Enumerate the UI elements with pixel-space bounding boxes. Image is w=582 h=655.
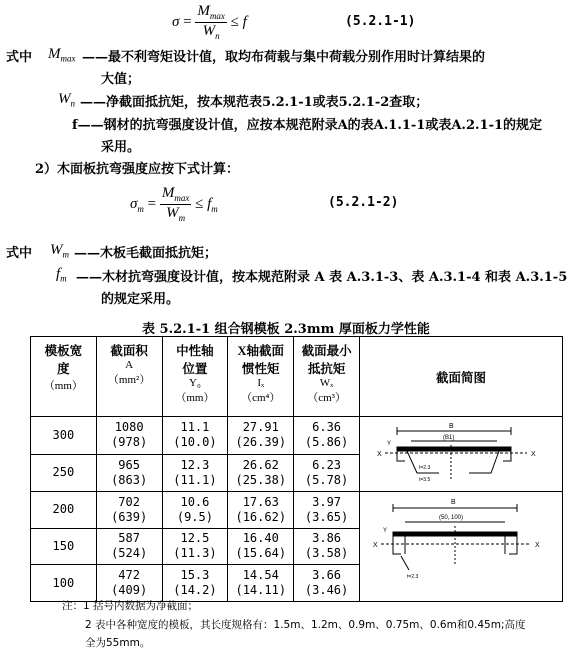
table-row: 100 472 (409) 15.3 (14.2) 14.54 (14.11) 3.66 (3.46)	[31, 565, 563, 602]
def5-line2: 的规定采用。	[101, 292, 180, 307]
table-row: 250 965 (863) 12.3 (11.1) 26.62 (25.38) 6.23 (5.78)	[31, 454, 563, 492]
sketch1-t: t=2.3	[418, 465, 431, 471]
section-sketch-1-svg	[361, 417, 561, 487]
panel-face	[397, 447, 511, 451]
header-width: 模板宽 度 （mm）	[31, 337, 97, 417]
def1-line1: ——最不利弯矩设计值，取均布荷载与集中荷载分别作用时计算结果的	[82, 50, 486, 65]
item-2-heading: 2）木面板抗弯强度应按下式计算：	[35, 162, 240, 177]
def4-symbol: $W_m$	[50, 242, 69, 260]
def4-intro: 式中	[6, 246, 33, 261]
table-row: 200 702 (639) 10.6 (9.5) 17.63 (16.62) 3.97 (3.65) B (50, 100) X X Y t=2.3	[31, 492, 563, 529]
def4-text: ——木板毛截面抵抗矩；	[74, 246, 218, 261]
note-2-cont: 全为55mm。	[85, 637, 151, 649]
def3-line1: f——钢材的抗弯强度设计值，应按本规范附录A的表A.1.1-1或表A.2.1-1的规定	[72, 118, 543, 133]
def3-line2: 采用。	[101, 140, 141, 155]
def5-line1: ——木材抗弯强度设计值，按本规范附录 A 表 A.3.1-3、表 A.3.1-4 和表 A.3.1-5	[76, 270, 568, 285]
eq2-fraction: $\frac{M_{max}}{W_m}$	[161, 185, 190, 223]
equation-1: σ = $\frac{M_{max}}{W_n}$ ≤ f	[172, 3, 247, 41]
sketch1-dim-top: B	[448, 423, 454, 430]
def1-symbol: $M_{max}$	[48, 46, 76, 64]
def1-line2: 大值；	[101, 72, 141, 87]
sketch2-x-right: X	[534, 542, 540, 549]
thickness-leader	[401, 556, 409, 570]
table-row: 150 587 (524) 12.5 (11.3) 16.40 (15.64) 3.86 (3.58)	[31, 528, 563, 565]
note-2: 2 表中各种宽度的模板，其长度规格有：1.5m、1.2m、0.9m、0.75m、0.6m和0.45m;高度	[85, 619, 526, 631]
header-area: 截面积 A （mm²）	[96, 337, 162, 417]
table-row: 300 1080 (978) 11.1 (10.0) 27.91 (26.39) 6.36 (5.86) B (B1) X X Y t=2.3 t=3.5	[31, 417, 563, 455]
section-sketch-1	[359, 417, 562, 492]
table-caption: 表 5.2.1-1 组合钢模板 2.3mm 厚面板力学性能	[142, 322, 430, 337]
equation-2: $\sigma_m$ = $\frac{M_{max}}{W_m}$ ≤ $f_m$	[130, 185, 218, 223]
def2-text: ——净截面抵抗矩，按本规范表5.2.1-1或表5.2.1-2查取；	[80, 95, 429, 110]
def2-symbol: $W_n$	[58, 91, 75, 109]
table-header-row	[31, 337, 563, 417]
section-sketch-2-svg	[361, 492, 561, 597]
section-sketch-2	[359, 492, 562, 602]
header-section-modulus: 截面最小 抵抗矩 Wₓ （cm³）	[294, 337, 360, 417]
def1-intro: 式中	[6, 50, 33, 65]
equation-1-number: (5.2.1-1)	[345, 14, 416, 29]
def5-symbol: $f_m$	[56, 266, 67, 284]
equation-2-number: (5.2.1-2)	[328, 195, 399, 210]
sketch1-x-left: X	[376, 451, 382, 458]
sketch2-dim-inner: (50, 100)	[438, 515, 463, 521]
sketch1-t2: t=3.5	[418, 477, 431, 483]
sketch1-dim-inner: (B1)	[442, 435, 455, 441]
header-section-sketch: 截面简图	[359, 337, 562, 417]
sketch2-y: Y	[382, 528, 387, 534]
eq1-lhs: σ	[172, 13, 180, 30]
note-1: 注：1 括号内数据为净截面；	[62, 600, 199, 612]
sketch2-dim-top: B	[450, 499, 456, 506]
header-neutral-axis: 中性轴 位置 Y₀ （mm）	[162, 337, 228, 417]
sketch1-y: Y	[386, 441, 391, 447]
sketch1-x-right: X	[530, 451, 536, 458]
header-inertia: X轴截面 惯性矩 Iₓ （cm⁴）	[228, 337, 294, 417]
sketch2-x-left: X	[372, 542, 378, 549]
properties-table	[30, 336, 563, 602]
eq1-fraction: $\frac{M_{max}}{W_n}$	[197, 3, 225, 41]
sketch2-t: t=2.3	[406, 574, 419, 580]
